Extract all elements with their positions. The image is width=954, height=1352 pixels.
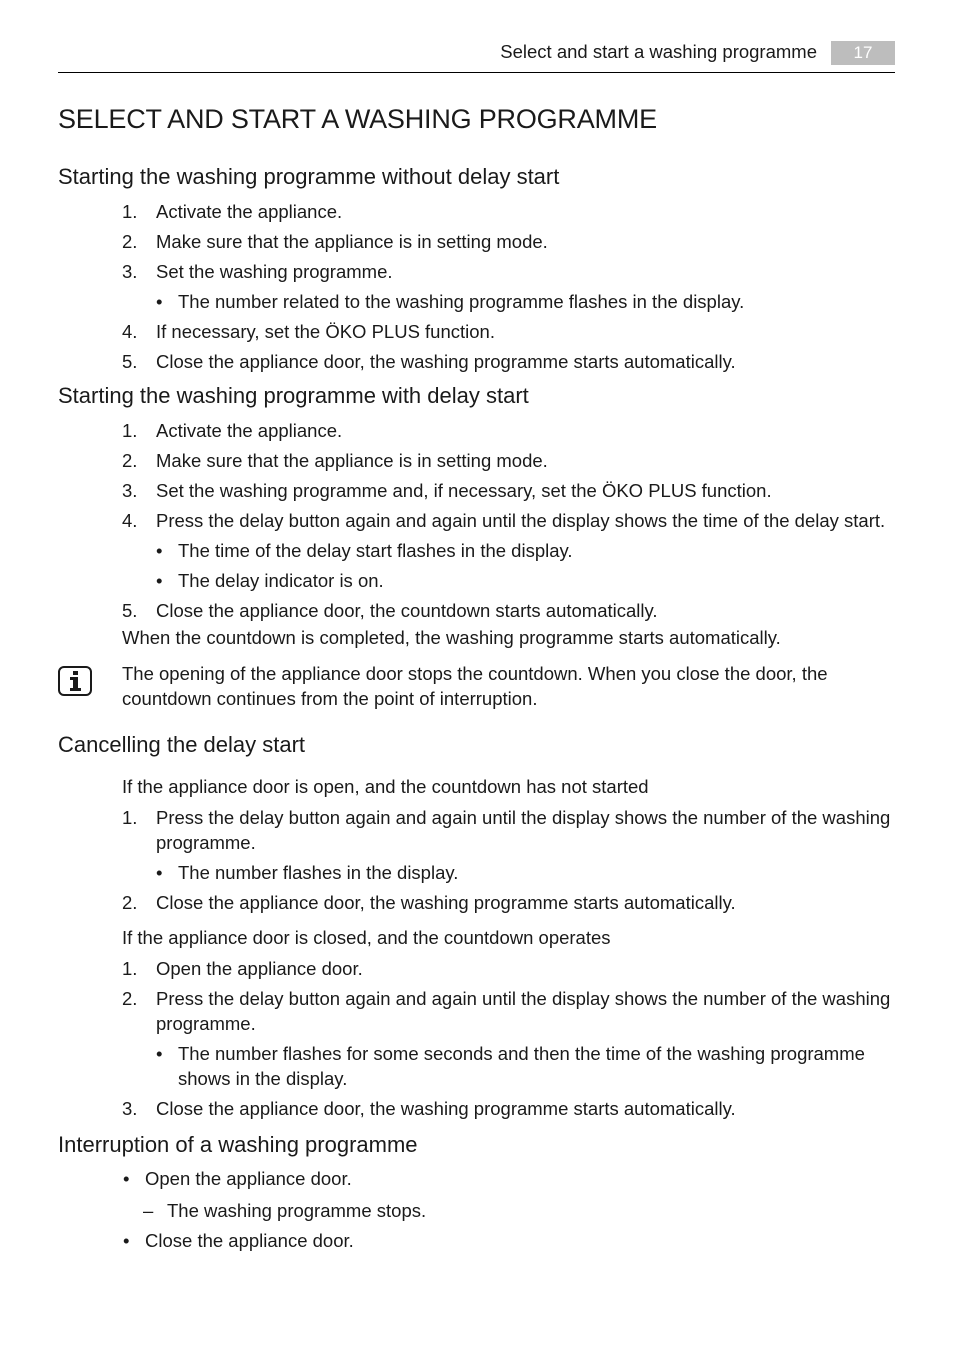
running-title: Select and start a washing programme (500, 41, 817, 62)
info-icon (58, 666, 92, 696)
list-item: • The number related to the washing programme flashes in the display. (156, 290, 745, 312)
page-content (58, 104, 898, 1255)
bullet-icon: • (156, 861, 163, 883)
page-number: 17 (831, 41, 895, 65)
info-icon-glyph (60, 668, 90, 694)
list-item: 4. If necessary, set the ÖKO PLUS function. (122, 320, 495, 342)
info-note (58, 661, 898, 711)
list-item: 1. Activate the appliance. (122, 200, 343, 222)
bullet-icon: • (156, 539, 163, 561)
steps-with-delay (58, 415, 898, 535)
steps-with-delay-cont (58, 595, 898, 625)
section-heading-with-delay: Starting the washing programme with delay start (58, 383, 529, 408)
list-item: 2. Make sure that the appliance is in setting mode. (122, 449, 548, 471)
list-item: 3. Close the appliance door, the washing programme starts automatically. (122, 1097, 736, 1119)
bullet-list (58, 535, 898, 595)
bullet-list (58, 1038, 898, 1093)
bullet-icon: • (156, 569, 163, 591)
subheading-door-closed: If the appliance door is closed, and the countdown operates (122, 927, 611, 948)
section-heading-interruption: Interruption of a washing programme (58, 1132, 418, 1157)
list-item: • Close the appliance door. (123, 1229, 354, 1251)
running-header (58, 38, 895, 73)
steps-door-closed (58, 953, 898, 1038)
section-heading-without-delay: Starting the washing programme without delay start (58, 164, 560, 189)
bullet-icon: • (123, 1167, 130, 1189)
bullet-icon: • (156, 290, 163, 312)
steps-without-delay (58, 196, 898, 286)
list-item: 3. Set the washing programme. (122, 260, 393, 282)
list-item: 5. Close the appliance door, the countdown starts automatically. (122, 599, 658, 621)
page-title: SELECT AND START A WASHING PROGRAMME (58, 104, 657, 134)
list-item: • Open the appliance door. (123, 1167, 352, 1189)
list-item: – The washing programme stops. (143, 1199, 427, 1221)
list-item: 3. Set the washing programme and, if necessary, set the ÖKO PLUS function. (122, 479, 772, 501)
list-item: 1. Activate the appliance. (122, 419, 343, 441)
bullet-icon: • (156, 1042, 163, 1064)
dash-icon: – (143, 1199, 154, 1221)
list-item: 2. Press the delay button again and again until the display shows the number of the washing programme. (122, 987, 891, 1034)
list-item: • The number flashes for some seconds and then the time of the washing programme shows in the display. (156, 1042, 865, 1089)
steps-door-closed-cont (58, 1093, 898, 1123)
list-item: • The time of the delay start flashes in the display. (156, 539, 573, 561)
section-heading-cancel-delay: Cancelling the delay start (58, 732, 306, 757)
bullet-list (58, 286, 898, 316)
list-item: 5. Close the appliance door, the washing programme starts automatically. (122, 350, 736, 372)
list-item: • The number flashes in the display. (156, 861, 459, 883)
list-item: 1. Press the delay button again and again until the display shows the number of the washing programme. (122, 806, 891, 853)
bullet-icon: • (123, 1229, 130, 1251)
subheading-door-open: If the appliance door is open, and the countdown has not started (122, 776, 649, 797)
bullet-list (58, 857, 898, 887)
list-item: 1. Open the appliance door. (122, 957, 363, 979)
list-item: • The delay indicator is on. (156, 569, 384, 591)
list-item: 4. Press the delay button again and again until the display shows the time of the delay start. (122, 509, 886, 531)
steps-door-open (58, 802, 898, 857)
list-item: 2. Make sure that the appliance is in setting mode. (122, 230, 548, 252)
steps-without-delay-cont (58, 316, 898, 376)
interruption-list (58, 1163, 898, 1255)
list-item: 2. Close the appliance door, the washing programme starts automatically. (122, 891, 736, 913)
steps-door-open-cont (58, 887, 898, 917)
countdown-completed-text: When the countdown is completed, the washing programme starts automatically. (122, 627, 781, 648)
info-note-text: The opening of the appliance door stops the countdown. When you close the door, the countdown continues from the point of interruption. (122, 663, 828, 709)
